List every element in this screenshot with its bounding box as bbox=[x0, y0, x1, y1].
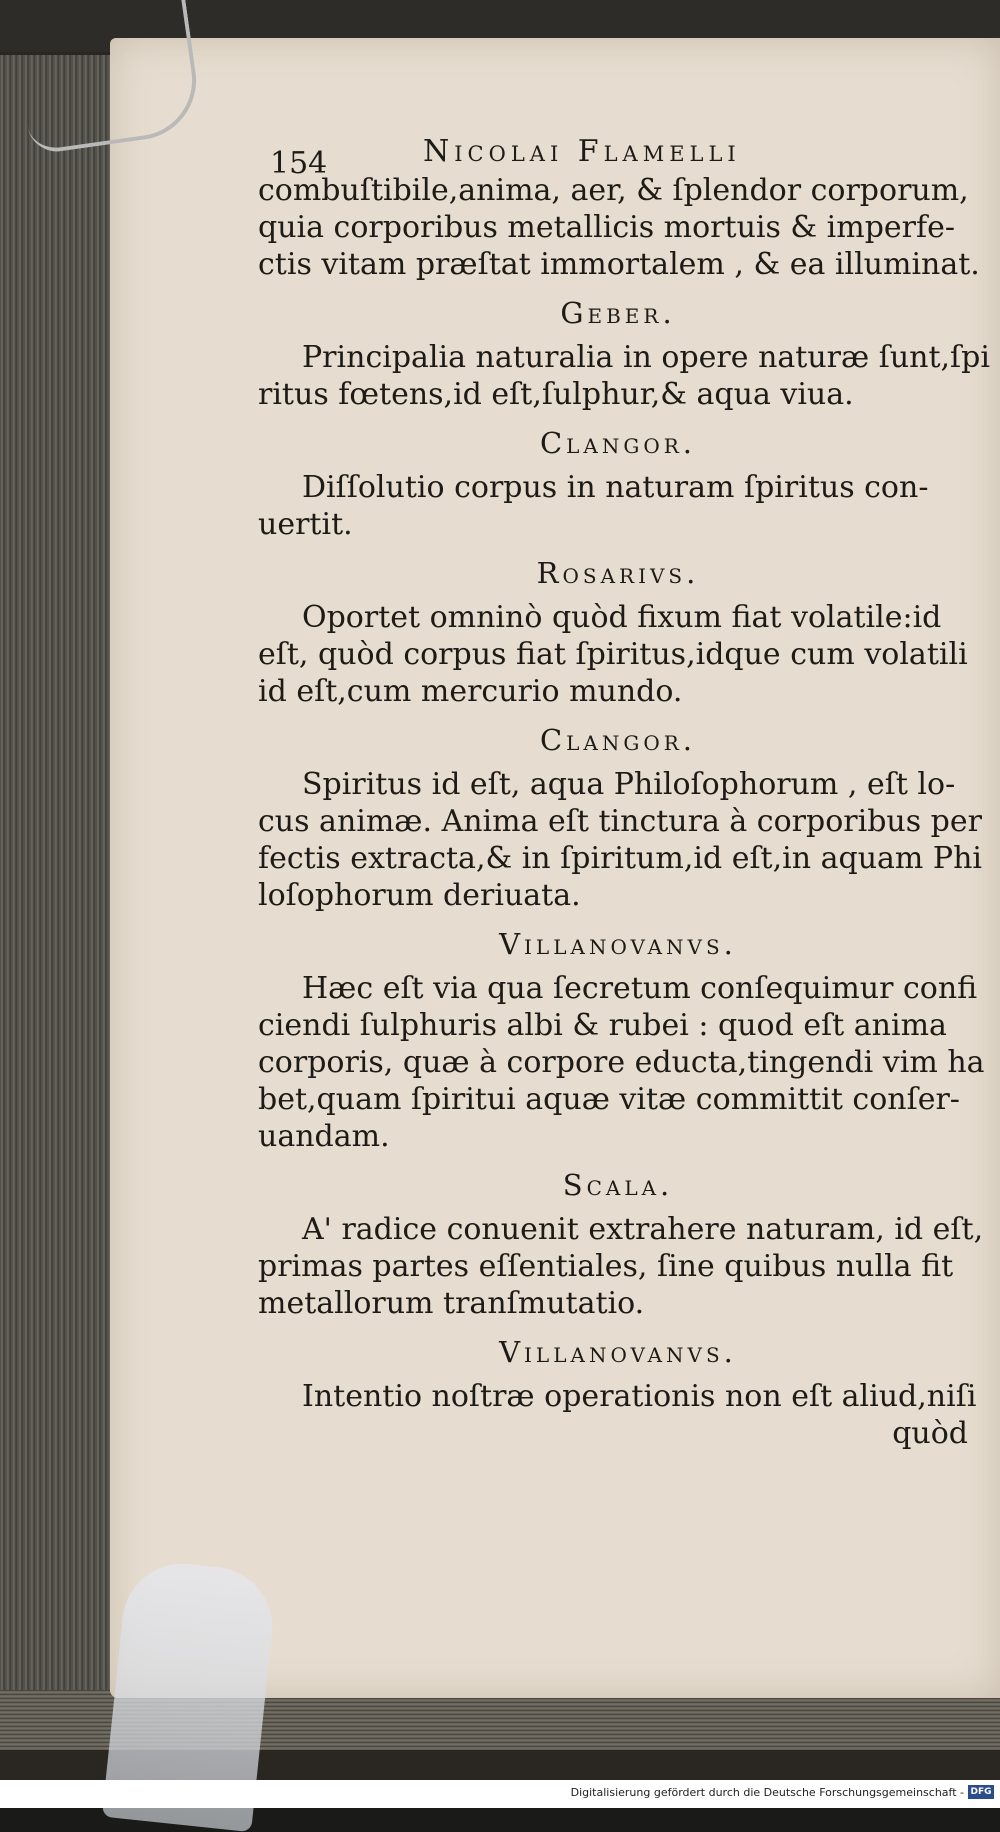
body-text bbox=[258, 172, 990, 1415]
page-number: 154 bbox=[270, 146, 328, 181]
text-line: metallorum tranſmutatio. bbox=[258, 1286, 645, 1321]
section-heading: Clangor. bbox=[539, 426, 697, 460]
page-header bbox=[258, 128, 978, 181]
text-line: eſt, quòd corpus fiat ſpiritus,idque cum volatili bbox=[258, 637, 968, 672]
section-heading: Villanovanvs. bbox=[499, 1335, 737, 1369]
section-heading: Scala. bbox=[562, 1168, 674, 1202]
text-line: quia corporibus metallicis mortuis & imperfe- bbox=[258, 210, 955, 245]
section-heading: Geber. bbox=[560, 296, 676, 330]
text-line: Intentio noſtræ operationis non eſt aliud,niſi bbox=[302, 1379, 977, 1414]
section-heading: Rosarivs. bbox=[536, 556, 700, 590]
text-line: primas partes eſſentiales, ſine quibus nulla fit bbox=[258, 1249, 954, 1284]
text-line: Principalia naturalia in opere naturæ ſunt,ſpi bbox=[302, 340, 990, 375]
text-line: Diſſolutio corpus in naturam ſpiritus con- bbox=[302, 470, 929, 505]
footer-note: Digitalisierung gefördert durch die Deutsche Forschungsgemeinschaft - bbox=[570, 1786, 964, 1799]
text-line: uertit. bbox=[258, 507, 353, 542]
running-title: Nicolai Flamelli bbox=[423, 134, 741, 169]
text-line: uandam. bbox=[258, 1119, 390, 1154]
text-line: ritus fœtens,id eſt,ſulphur,& aqua viua. bbox=[258, 377, 854, 412]
text-line: Oportet omninò quòd fixum fiat volatile:id bbox=[302, 600, 942, 635]
text-line: id eſt,cum mercurio mundo. bbox=[258, 674, 683, 709]
text-line: cus animæ. Anima eſt tinctura à corporibus per bbox=[258, 804, 982, 839]
text-line: corporis, quæ à corpore educta,tingendi vim ha bbox=[258, 1045, 985, 1080]
text-line: loſophorum deriuata. bbox=[258, 878, 581, 913]
dfg-logo-icon: DFG bbox=[968, 1785, 994, 1799]
text-line: combuſtibile,anima, aer, & ſplendor corporum, bbox=[258, 173, 969, 208]
footer-bar bbox=[0, 1780, 1000, 1808]
text-line: ciendi ſulphuris albi & rubei : quod eſt anima bbox=[258, 1008, 947, 1043]
book-page-edges bbox=[0, 55, 114, 1700]
section-heading: Clangor. bbox=[539, 723, 697, 757]
text-block bbox=[258, 128, 990, 1452]
text-line: fectis extracta,& in ſpiritum,id eſt,in aquam Phi bbox=[258, 841, 982, 876]
text-line: ctis vitam præſtat immortalem , & ea illuminat. bbox=[258, 247, 980, 282]
catchword: quòd bbox=[892, 1416, 968, 1451]
text-line: Hæc eſt via qua ſecretum conſequimur confi bbox=[302, 971, 978, 1006]
text-line: bet,quam ſpiritui aquæ vitæ committit conſer- bbox=[258, 1082, 960, 1117]
section-heading: Villanovanvs. bbox=[499, 927, 737, 961]
text-line: A' radice conuenit extrahere naturam, id eſt, bbox=[302, 1212, 984, 1247]
text-line: Spiritus id eſt, aqua Philoſophorum , eſt lo- bbox=[302, 767, 956, 802]
